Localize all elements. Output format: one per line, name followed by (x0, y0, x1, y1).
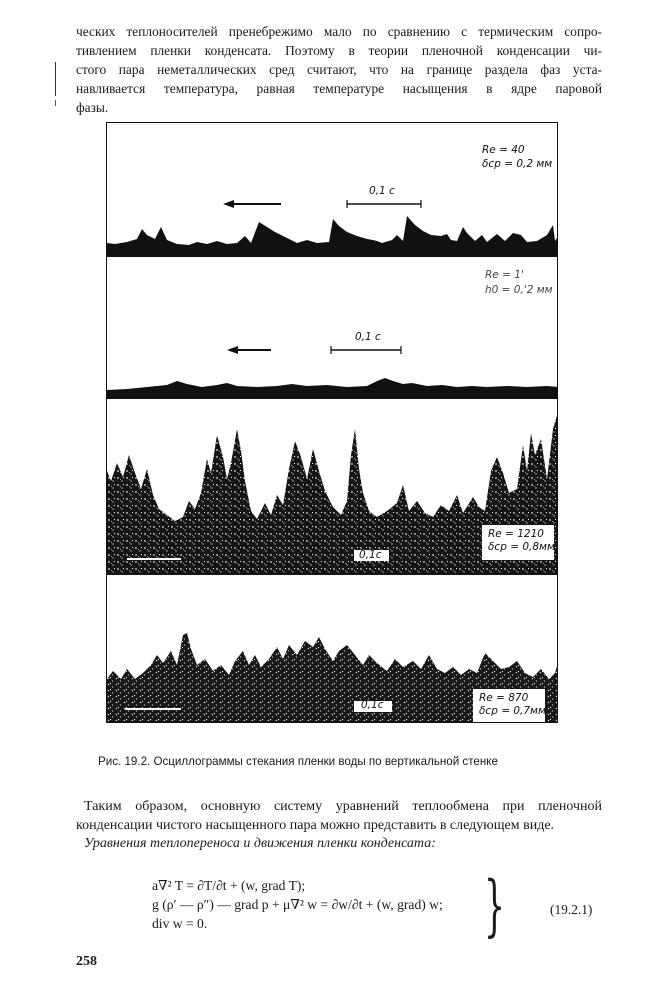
panel-3-label-box (482, 525, 554, 560)
text-line: фазы. (76, 100, 109, 115)
direction-arrow-left-icon (227, 346, 271, 354)
right-brace-icon: } (484, 867, 505, 944)
panel-4-label-box (473, 689, 545, 723)
text-line: ческих теплоносителей пренебрежимо мало по сравнению с термическим сопро- (76, 24, 602, 39)
panel-1-label-re: Re = 40 (482, 144, 525, 156)
oscillogram-panel-2 (107, 257, 557, 399)
text-line: стого пара неметаллических сред считают, что на границе раздела фаз уста- (76, 62, 602, 77)
text-line: навливается температура, равная температуре насыщения в ядре паровой (76, 81, 602, 96)
panel-3-label-re: Re = 1210 (488, 528, 544, 540)
panel-2-label-thickness: h0 = 0,'2 мм (485, 284, 553, 296)
oscillogram-figure (106, 122, 558, 723)
scale-bar-icon (331, 346, 401, 354)
page-number: 258 (76, 954, 97, 969)
equation-system (152, 876, 512, 933)
equation-number: (19.2.1) (550, 902, 593, 917)
panel-4-label-thickness: δср = 0,7мм (479, 705, 546, 717)
panel-1-scale-label: 0,1 с (369, 185, 395, 197)
panel-1-waveform (107, 216, 557, 257)
figure-caption: Рис. 19.2. Осциллограммы стекания пленки воды по вертикальной стенке (98, 755, 498, 768)
oscillogram-panel-1 (107, 123, 557, 257)
panel-4-label-re: Re = 870 (479, 692, 529, 704)
top-paragraph (76, 22, 602, 117)
panel-1-label-thickness: δср = 0,2 мм (482, 158, 553, 170)
text-line: тивлением пленки конденсата. Поэтому в теории пленочной конденсации чи- (76, 43, 602, 58)
equation-continuity: div w = 0. (152, 916, 208, 931)
margin-mark (55, 62, 56, 96)
panel-3-label-thickness: δср = 0,8мм (488, 541, 555, 553)
scale-bar-icon (347, 200, 421, 208)
section-subheading: Уравнения теплопереноса и движения пленки конденсата: (84, 836, 436, 851)
text-line: конденсации чистого насыщенного пара можно представить в следующем виде. (76, 818, 555, 833)
mid-paragraph (76, 797, 602, 835)
equation-energy: a∇² T = ∂T/∂t + (w, grad T); (152, 878, 306, 893)
equation-momentum: g (ρ′ — ρ″) — grad p + μ∇² w = ∂w/∂t + (w, grad) w; (152, 897, 443, 912)
oscillogram-panel-3 (107, 399, 557, 575)
oscillogram-panel-4 (107, 575, 557, 723)
text-line: Таким образом, основную систему уравнений теплообмена при пленочной (84, 799, 602, 814)
panel-2-scale-label: 0,1 с (355, 331, 381, 343)
panel-3-scale-label: 0,1с (359, 549, 382, 561)
margin-mark (55, 100, 56, 106)
panel-2-label-re: Re = 1' (485, 269, 524, 281)
direction-arrow-left-icon (223, 200, 281, 208)
panel-4-scale-label: 0,1с (361, 699, 384, 711)
